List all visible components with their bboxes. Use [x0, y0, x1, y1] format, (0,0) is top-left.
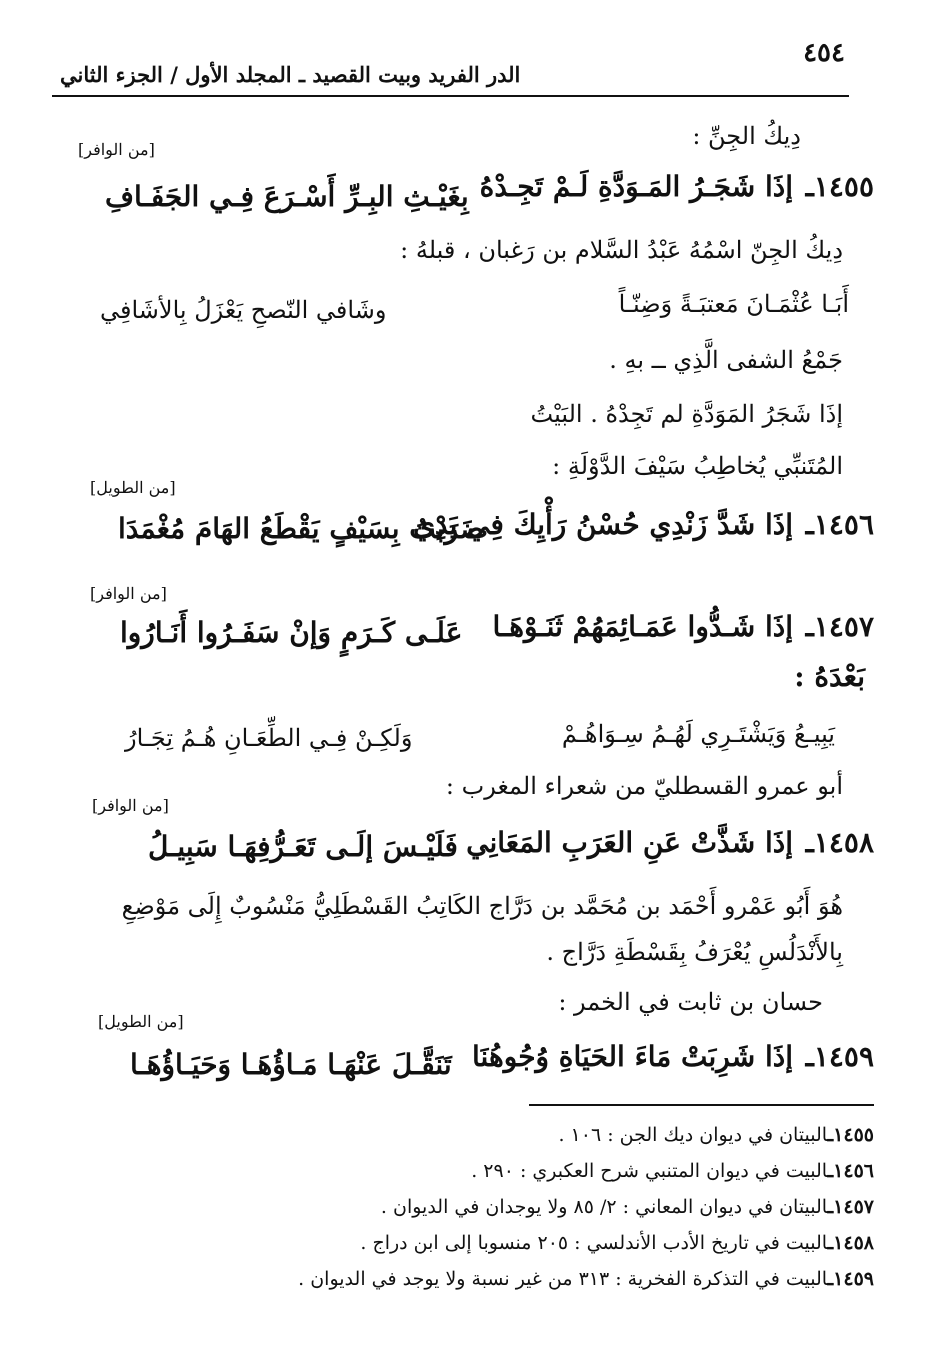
verse-hemistich-first: إذَا شَرِبَتْ مَاءَ الحَيَاةِ وُجُوهُنَا	[472, 1040, 793, 1073]
footnote	[298, 1268, 874, 1290]
footnote-text: البيتان في ديوان المعاني : ٢/ ٨٥ ولا يوجدان في الديوان .	[380, 1196, 828, 1218]
verse-hemistich-second: فَلَيْـسَ إلَـى تَعَـرُّفِهَـا سَبِيـلُ	[148, 830, 458, 863]
meter-label: [من الطويل]	[90, 478, 176, 497]
footnote	[558, 1124, 874, 1146]
footnote-number: ١٤٥٨ـ	[827, 1232, 874, 1254]
running-header-title: الدر الفريد وبيت القصيد ـ المجلد الأول / الجزء الثاني	[60, 62, 521, 87]
next-verse-hemistich-second: وَلَكِـنْ فِـي الطِّعَـانِ هُـمُ تِجَـارُ	[125, 724, 413, 752]
verse-hemistich-second: ضَرَبْتُ بِسَيْفٍ يَقْطَعُ الهَامَ مُغْمَدَا	[118, 512, 484, 545]
footnote-text: البيت في ديوان المتنبي شرح العكبري : ٢٩٠ .	[471, 1160, 828, 1182]
footnote-number: ١٤٥٦ـ	[827, 1160, 874, 1182]
verse-hemistich-first: إذَا شَجَـرُ المَـوَدَّةِ لَـمْ تَجِـدْهُ	[479, 170, 793, 203]
verse-number: ١٤٥٦ـ	[805, 508, 874, 541]
meter-label: [من الطويل]	[98, 1012, 184, 1031]
footnote-number: ١٤٥٩ـ	[827, 1268, 874, 1290]
prev-verse-hemistich-second: وشَافي النّصحِ يَعْزَلُ بِالأشَافِي	[100, 296, 387, 324]
footnote-number: ١٤٥٥ـ	[827, 1124, 874, 1146]
commentary-line: بِالأَنْدَلُسِ يُعْرَفُ بِقَسْطَةِ دَرَّاج .	[546, 938, 843, 966]
verse-hemistich-first: إذَا شَذَّتْ عَنِ العَرَبِ المَعَانِي	[466, 826, 793, 859]
poet-intro: حسان بن ثابت في الخمر :	[558, 988, 823, 1016]
verse-hemistich-second: عَلَـى كَـرَمٍ وَإنْ سَفَـرُوا أَنَـارُوا	[120, 616, 463, 649]
meter-label: [من الوافر]	[78, 140, 155, 159]
footnote	[471, 1160, 874, 1182]
header-rule	[52, 95, 849, 97]
footnote	[360, 1232, 874, 1254]
meter-label: [من الوافر]	[92, 796, 169, 815]
poet-intro: المُتَنبِّي يُخاطِبُ سَيْفَ الدَّوْلَةِ :	[552, 452, 843, 480]
poet-intro: أبو عمرو القسطليّ من شعراء المغرب :	[445, 772, 843, 800]
commentary-line: دِيكُ الجِنّ اسْمُهُ عَبْدُ السَّلام بن رَغبان ، قبلهُ :	[400, 236, 843, 264]
prev-verse-hemistich-first: أَبَـا عُثْمَـانَ مَعتبَـةً وَضِنّـاً	[618, 290, 849, 318]
footnote-text: البيت في تاريخ الأدب الأندلسي : ٢٠٥ منسوبا إلى ابن دراج .	[360, 1232, 828, 1254]
verse-number: ١٤٥٥ـ	[805, 170, 874, 203]
page-number: ٤٥٤	[803, 38, 845, 68]
footnote-number: ١٤٥٧ـ	[827, 1196, 874, 1218]
footnote-text: البيت في التذكرة الفخرية : ٣١٣ من غير نسبة ولا يوجد في الديوان .	[298, 1268, 828, 1290]
verse-hemistich-second: بِغَيْـثِ البِـرِّ أَسْـرَعَ فِـي الجَفَـافِ	[105, 180, 469, 213]
verse-number: ١٤٥٧ـ	[805, 610, 874, 643]
footnote-text: البيتان في ديوان ديك الجن : ١٠٦ .	[558, 1124, 828, 1146]
poet-intro: دِيكُ الجِنِّ :	[692, 122, 801, 150]
verse-hemistich-first: إذَا شَـدُّوا عَمَـائِمَهُمْ ثَنَـوْهَـا	[492, 610, 793, 643]
meter-label: [من الوافر]	[90, 584, 167, 603]
commentary-line: جَمْعُ الشفى الَّذِي ــ بهِ .	[609, 346, 843, 374]
commentary-label: بَعْدَهُ :	[794, 660, 865, 693]
commentary-line: إذَا شَجَرُ المَوَدَّةِ لم تَجِدْهُ . البَيْتُ	[530, 400, 843, 428]
verse-number: ١٤٥٨ـ	[805, 826, 874, 859]
commentary-line: هُوَ أَبُو عَمْرو أَحْمَد بن مُحَمَّد بن دَرَّاج الكَاتِبُ القَسْطَلِيُّ مَنْسُوبٌ إِلَى مَوْضِعِ	[121, 892, 843, 920]
verse-number: ١٤٥٩ـ	[805, 1040, 874, 1073]
footnote-rule	[529, 1104, 874, 1106]
verse-hemistich-second: تَنَقَّـلَ عَنْهَـا مَـاؤُهَـا وَحَيَـاؤُهَـا	[130, 1048, 452, 1081]
next-verse-hemistich-first: يَبِيـعُ وَيَشْتَـرِي لَهُـمُ سِـوَاهُـمْ	[561, 720, 835, 748]
footnote	[381, 1196, 874, 1218]
verse-hemistich-first: إذَا شَدَّ زَنْدِي حُسْنُ رَأْيِكَ فِي يَدِي	[412, 508, 793, 541]
